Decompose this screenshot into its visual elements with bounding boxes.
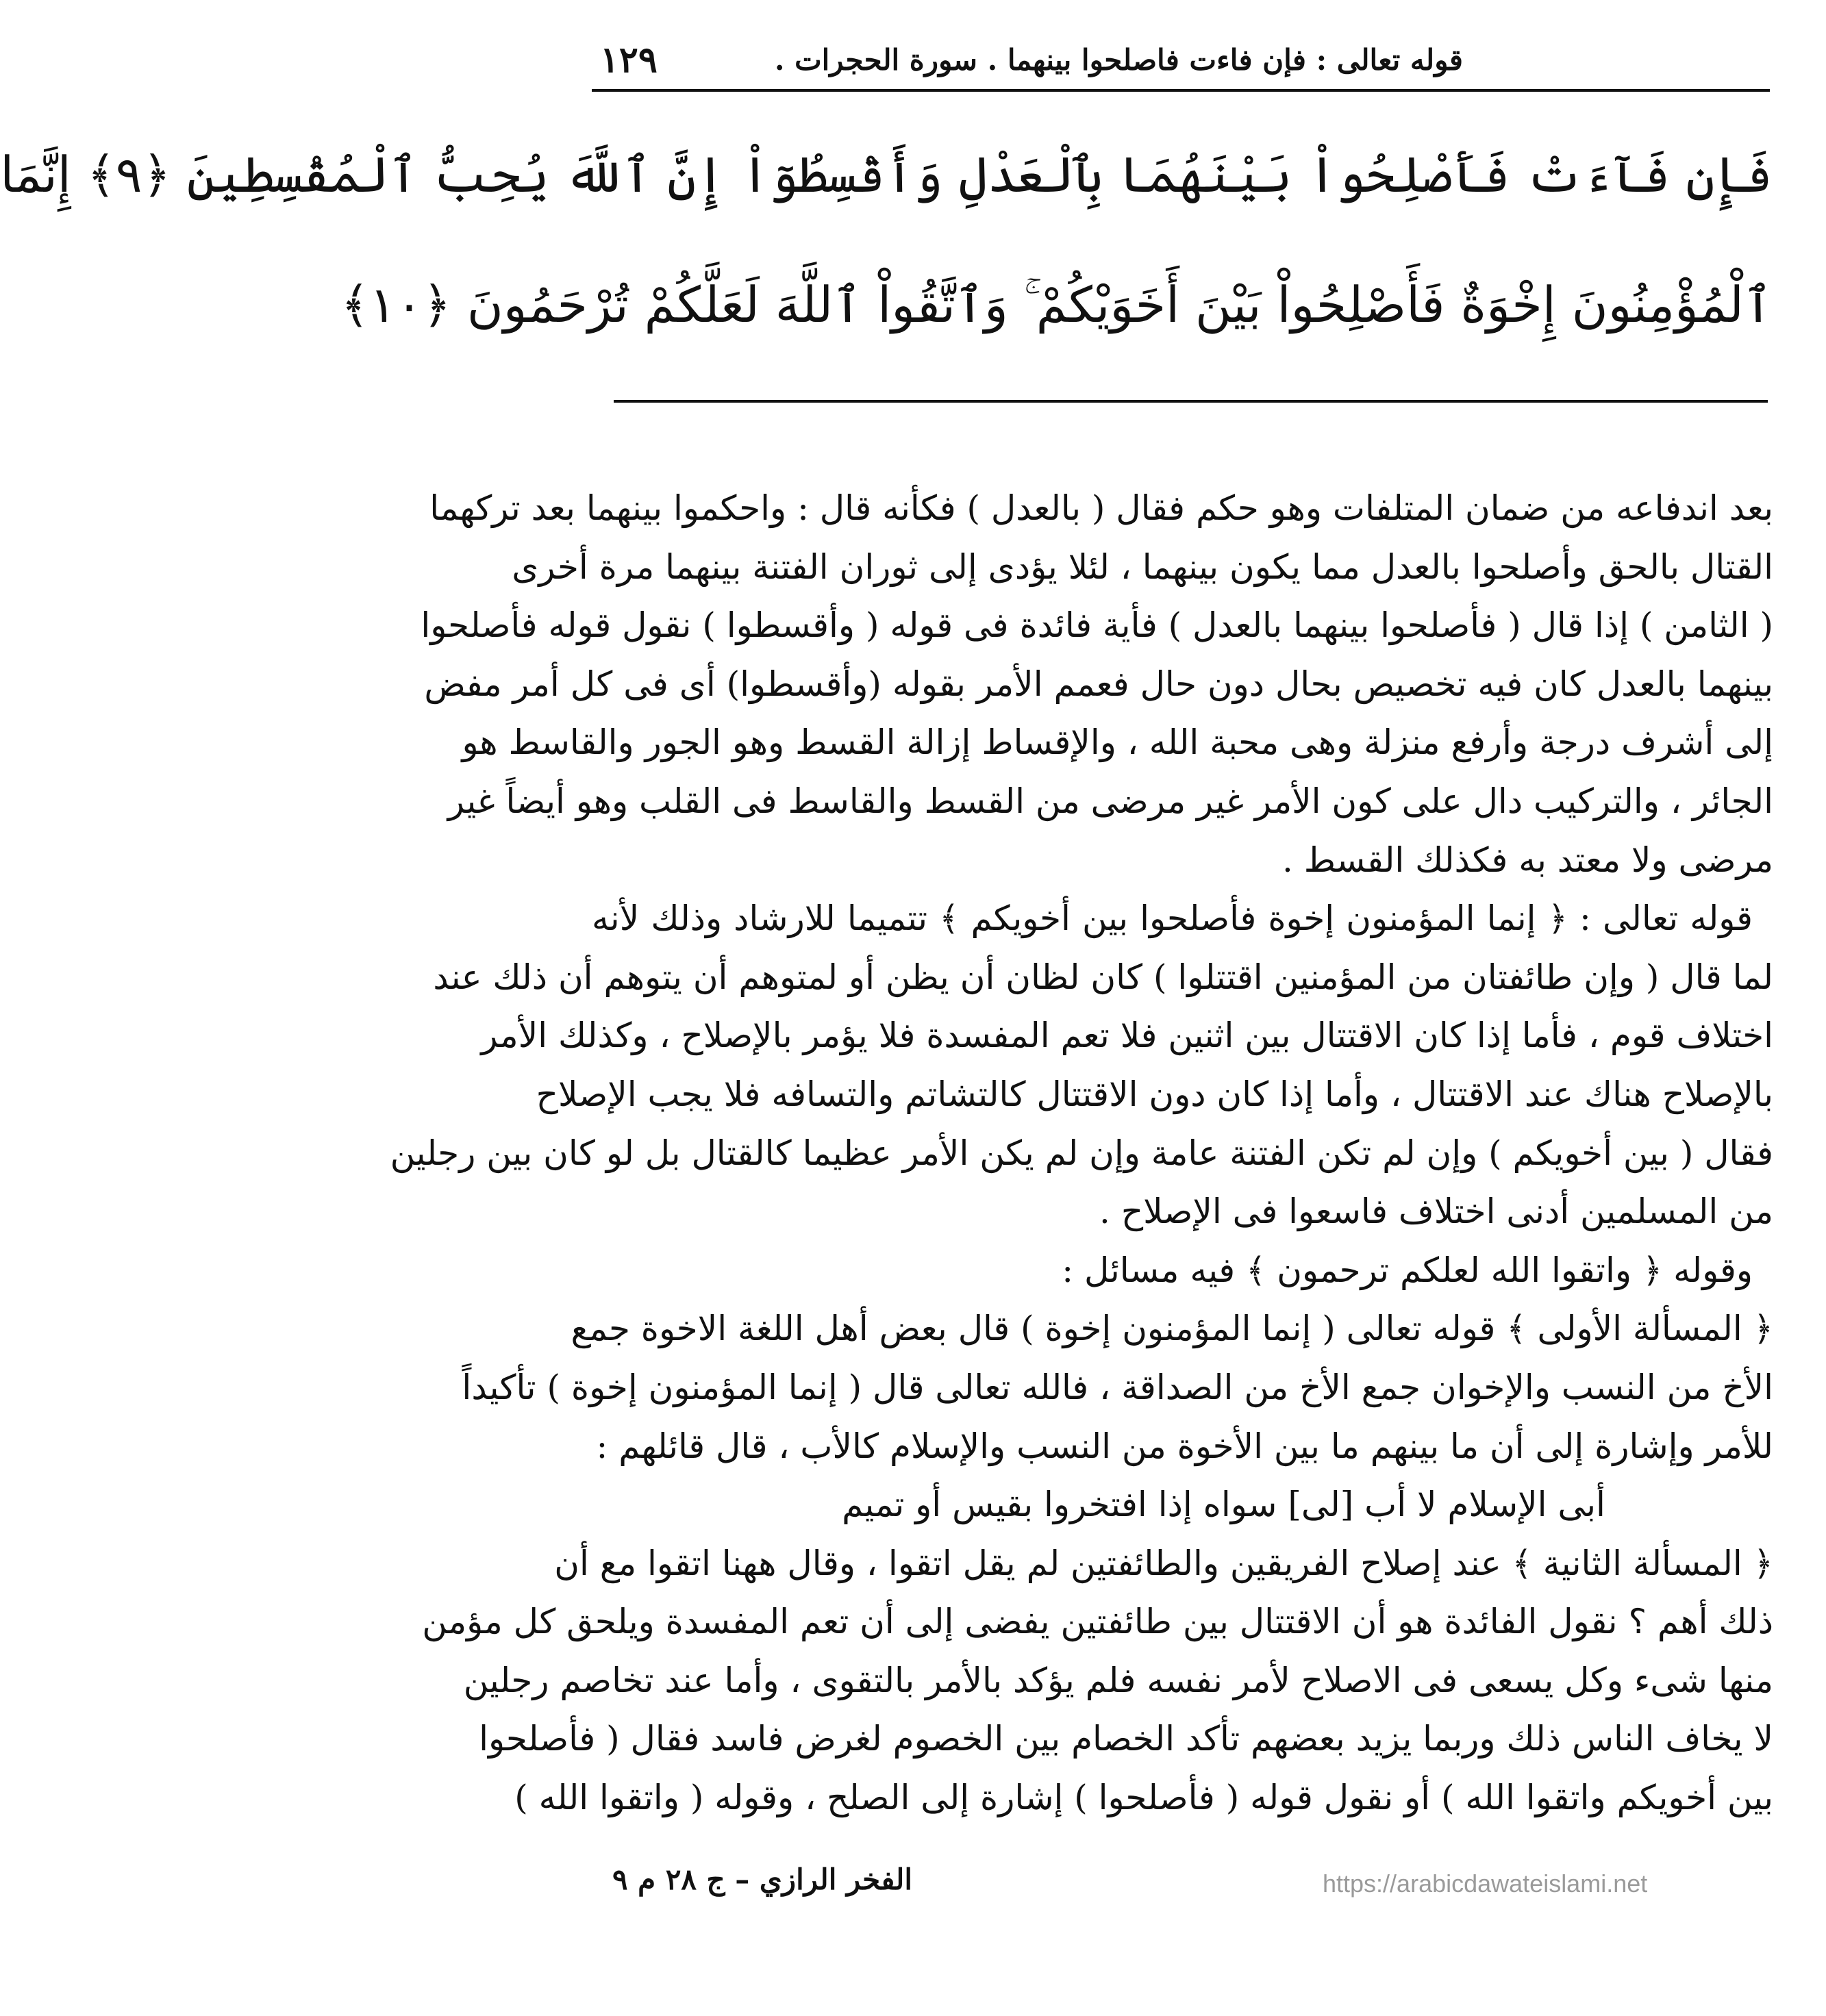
quran-verses [0,110,1773,370]
text-line: ( الثامن ) إذا قال ( فأصلحوا بينهما بالعدل ) فأية فائدة فى قوله ( وأقسطوا ) نقول قوله فأصلحوا [421,605,1773,646]
text-line: بعد اندفاعه من ضمان المتلفات وهو حكم فقال ( بالعدل ) فكأنه قال : واحكموا بينهما بعد تركهما [429,488,1773,528]
header-rule [592,89,1770,92]
text-line: منها شىء وكل يسعى فى الاصلاح لأمر نفسه فلم يؤكد بالأمر بالتقوى ، وأما عند تخاصم رجلين [463,1660,1773,1700]
text-line: إلى أشرف درجة وأرفع منزلة وهى محبة الله ، والإقساط إزالة القسط وهو الجور والقاسط هو [462,722,1773,763]
commentary-text [390,479,1773,1828]
watermark-url: https://arabicdawateislami.net [1323,1869,1648,1898]
poetry-line: أبى الإسلام لا أب [لى] سواه إذا افتخروا بقيس أو تميم [842,1485,1605,1525]
text-line: الجائر ، والتركيب دال على كون الأمر غير مرضى من القسط والقاسط فى القلب وهو أيضاً غير [447,781,1773,821]
page-number: ١٢٩ [600,38,658,81]
running-title: قوله تعالى : فإن فاءت فاصلحوا بينهما . سورة الحجرات . [774,42,1463,77]
text-line: لا يخاف الناس ذلك وربما يزيد بعضهم تأكد الخصام بين الخصوم لغرض فاسد فقال ( فأصلحوا [479,1719,1773,1759]
text-line: للأمر وإشارة إلى أن ما بينهم ما بين الأخوة من النسب والإسلام كالأب ، قال قائلهم : [596,1426,1773,1466]
text-line: بالإصلاح هناك عند الاقتتال ، وأما إذا كان دون الاقتتال كالتشاتم والتسافه فلا يجب الإصلاح [536,1074,1773,1114]
text-line: بين أخويكم واتقوا الله ) أو نقول قوله ( فأصلحوا ) إشارة إلى الصلح ، وقوله ( واتقوا الله ) [514,1778,1773,1818]
text-line: لما قال ( وإن طائفتان من المؤمنين اقتتلوا ) كان لظان أن يظن أو لمتوهم أن يتوهم أن ذلك عند [433,957,1773,997]
text-line: من المسلمين أدنى اختلاف فاسعوا فى الإصلاح . [1099,1192,1773,1232]
verse-line: فَإِن فَآءَتْ فَأَصْلِحُواْ بَيْنَهُمَا بِٱلْعَدْلِ وَأَقْسِطُوٓاْ إِنَّ ٱللَّهَ يُحِبُّ ٱلْمُقْسِطِينَ ﴿٩﴾ إِنَّمَا [0,146,1773,203]
text-line: مرضى ولا معتد به فكذلك القسط . [1282,840,1773,880]
text-line: بينهما بالعدل كان فيه تخصيص بحال دون حال فعمم الأمر بقوله (وأقسطوا) أى فى كل أمر مفض [424,664,1773,704]
verse-separator-rule [614,400,1768,403]
page-header [600,36,1463,84]
text-line: قوله تعالى : ﴿ إنما المؤمنون إخوة فأصلحوا بين أخويكم ﴾ تتميما للارشاد وذلك لأنه [592,898,1753,939]
text-line: اختلاف قوم ، فأما إذا كان الاقتتال بين اثنين فلا تعم المفسدة فلا يؤمر بالإصلاح ، وكذلك الأمر [481,1016,1773,1056]
text-line: فقال ( بين أخويكم ) وإن لم تكن الفتنة عامة وإن لم يكن الأمر عظيما كالقتال بل لو كان بين رجلين [390,1133,1773,1173]
text-line: الأخ من النسب والإخوان جمع الأخ من الصداقة ، فالله تعالى قال ( إنما المؤمنون إخوة ) تأكيداً [462,1367,1773,1407]
text-line: ﴿ المسألة الأولى ﴾ قوله تعالى ( إنما المؤمنون إخوة ) قال بعض أهل اللغة الاخوة جمع [571,1309,1773,1349]
text-line: ﴿ المسألة الثانية ﴾ عند إصلاح الفريقين والطائفتين لم يقل اتقوا ، وقال ههنا اتقوا مع أن [554,1543,1773,1583]
footer-signature: الفخر الرازي – ج ٢٨ م ٩ [612,1863,912,1896]
text-line: ذلك أهم ؟ نقول الفائدة هو أن الاقتتال بين طائفتين يفضى إلى أن تعم المفسدة ويلحق كل مؤمن [422,1602,1773,1642]
text-line: القتال بالحق وأصلحوا بالعدل مما يكون بينهما ، لئلا يؤدى إلى ثوران الفتنة بينهما مرة أخرى [512,546,1773,587]
verse-line: ٱلْمُؤْمِنُونَ إِخْوَةٌ فَأَصْلِحُواْ بَيْنَ أَخَوَيْكُمْ ۚ وَٱتَّقُواْ ٱللَّهَ لَعَلَّكُمْ تُرْحَمُونَ ﴿١٠﴾ [340,276,1773,333]
text-line: وقوله ﴿ واتقوا الله لعلكم ترحمون ﴾ فيه مسائل : [1062,1250,1753,1290]
